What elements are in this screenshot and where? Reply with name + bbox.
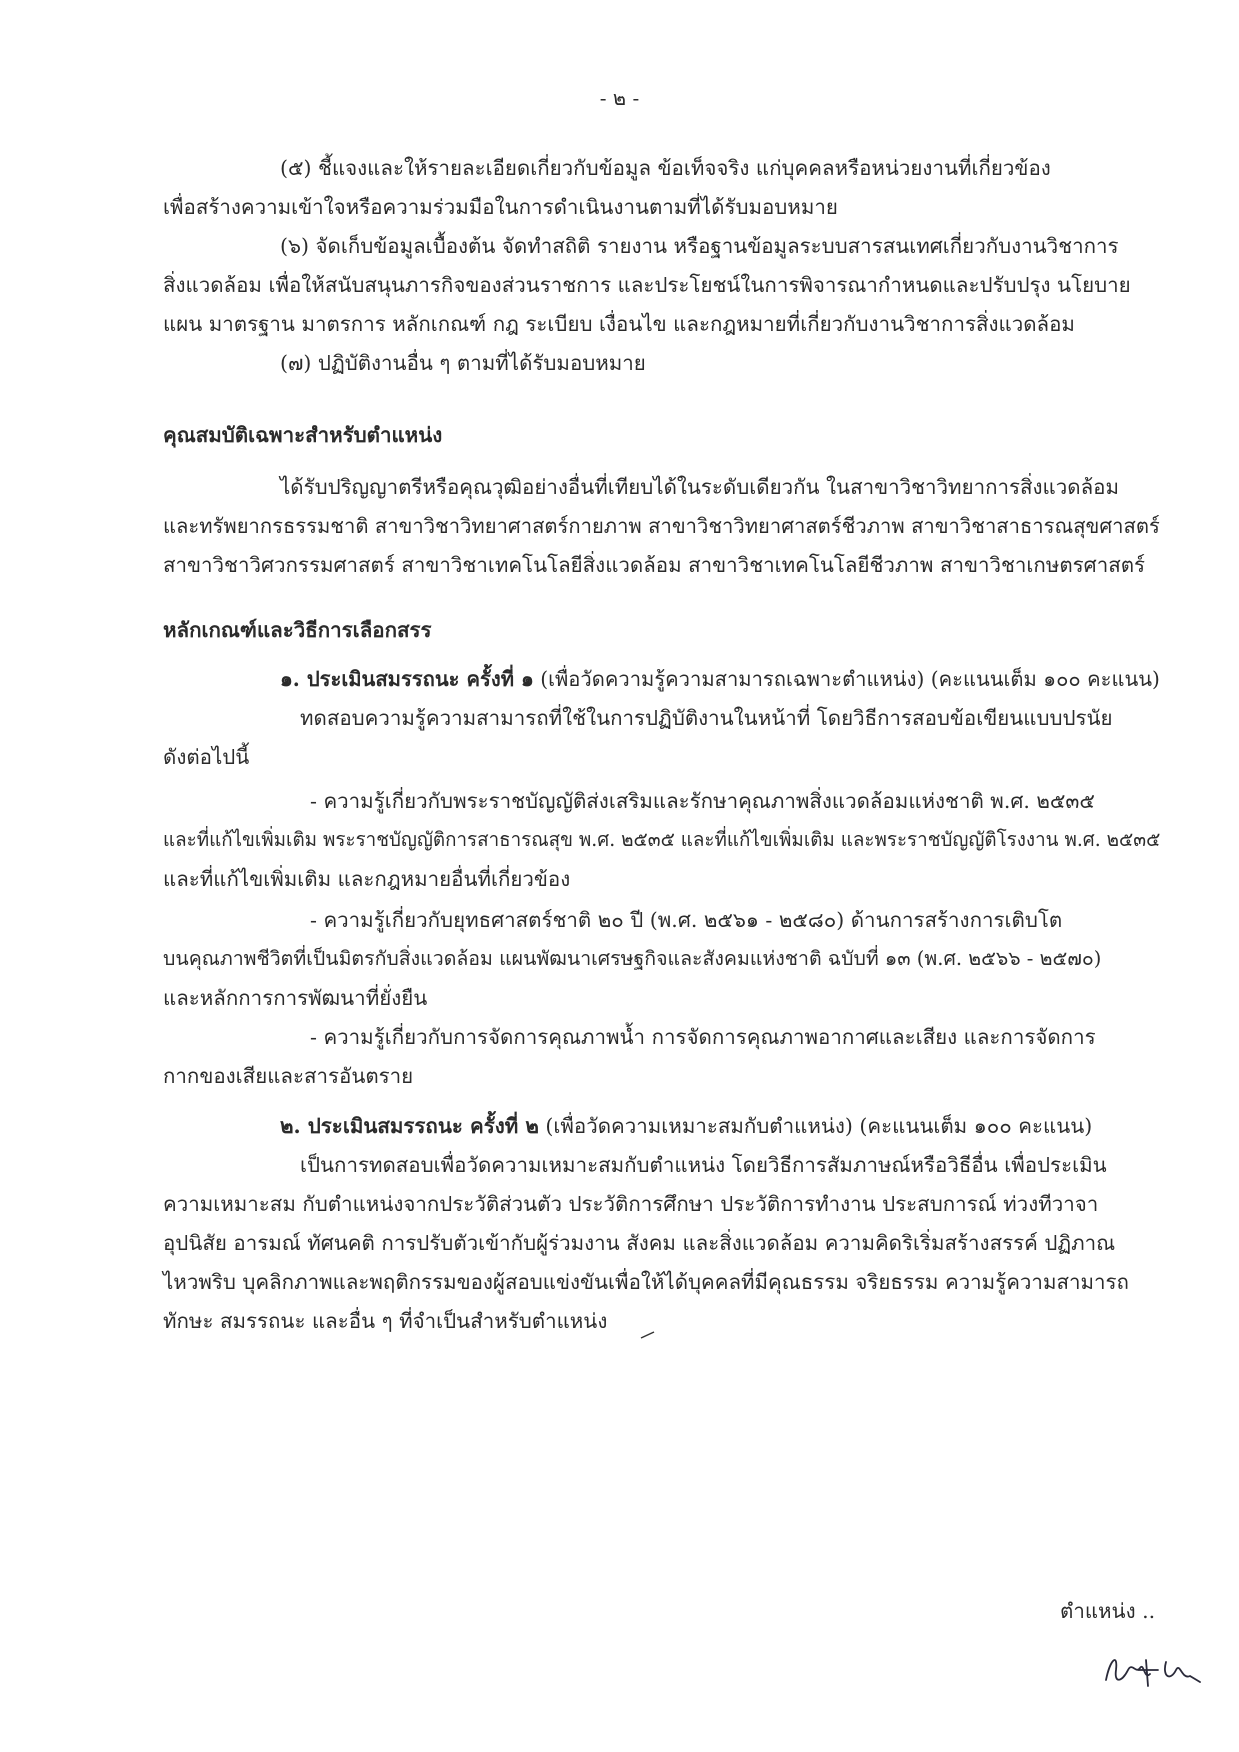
duty-5-line-1: (๕) ชี้แจงและให้รายละเอียดเกี่ยวกับข้อมูล ข้อเท็จจริง แก่บุคคลหรือหน่วยงานที่เกี่ยวข้อง: [280, 156, 1051, 180]
round-1-intro-line-1: ทดสอบความรู้ความสามารถที่ใช้ในการปฏิบัติงานในหน้าที่ โดยวิธีการสอบข้อเขียนแบบปรนัย: [300, 706, 1113, 730]
round-2-line-3: อุปนิสัย อารมณ์ ทัศนคติ การปรับตัวเข้ากับผู้ร่วมงาน สังคม และสิ่งแวดล้อม ความคิดริเริ่มสร้างสรรค์ ปฏิภาณ: [163, 1231, 1116, 1255]
qualifications-line-3: สาขาวิชาวิศวกรรมศาสตร์ สาขาวิชาเทคโนโลยีสิ่งแวดล้อม สาขาวิชาเทคโนโลยีชีวภาพ สาขาวิชาเกษตรศาสตร์: [163, 553, 1146, 577]
duty-5-line-2: เพื่อสร้างความเข้าใจหรือความร่วมมือในการดำเนินงานตามที่ได้รับมอบหมาย: [163, 195, 838, 219]
round-1-intro-line-2: ดังต่อไปนี้: [163, 745, 250, 769]
selection-heading: หลักเกณฑ์และวิธีการเลือกสรร: [163, 618, 432, 642]
qualifications-line-1: ได้รับปริญญาตรีหรือคุณวุฒิอย่างอื่นที่เทียบได้ในระดับเดียวกัน ในสาขาวิชาวิทยาการสิ่งแวดล้อม: [280, 475, 1119, 499]
round-1-item-2-line-1: - ความรู้เกี่ยวกับยุทธศาสตร์ชาติ ๒๐ ปี (พ.ศ. ๒๕๖๑ - ๒๕๘๐) ด้านการสร้างการเติบโต: [310, 908, 1063, 932]
round-2-title-bold: ๒. ประเมินสมรรถนะ ครั้งที่ ๒: [280, 1114, 539, 1138]
round-2-line-4: ไหวพริบ บุคลิกภาพและพฤติกรรมของผู้สอบแข่งขันเพื่อให้ได้บุคคลที่มีคุณธรรม จริยธรรม ความรู้ความสามารถ: [163, 1270, 1129, 1294]
duty-6-line-2: สิ่งแวดล้อม เพื่อให้สนับสนุนภารกิจของส่วนราชการ และประโยชน์ในการพิจารณากำหนดและปรับปรุง นโยบาย: [163, 273, 1131, 297]
round-2-line-5: ทักษะ สมรรถนะ และอื่น ๆ ที่จำเป็นสำหรับตำแหน่ง: [163, 1309, 608, 1333]
page-number: - ๒ -: [599, 86, 640, 110]
round-1-item-2-line-3: และหลักการการพัฒนาที่ยั่งยืน: [163, 986, 428, 1010]
round-1-title: [280, 664, 1160, 694]
signature-initials: [1100, 1640, 1210, 1700]
round-2-line-1: เป็นการทดสอบเพื่อวัดความเหมาะสมกับตำแหน่ง โดยวิธีการสัมภาษณ์หรือวิธีอื่น เพื่อประเมิน: [300, 1153, 1107, 1177]
round-1-item-3-line-1: - ความรู้เกี่ยวกับการจัดการคุณภาพน้ำ การจัดการคุณภาพอากาศและเสียง และการจัดการ: [310, 1025, 1096, 1049]
duty-6-line-3: แผน มาตรฐาน มาตรการ หลักเกณฑ์ กฎ ระเบียบ เงื่อนไข และกฎหมายที่เกี่ยวกับงานวิชาการสิ่งแวดล้อม: [163, 312, 1075, 336]
round-1-item-3-line-2: กากของเสียและสารอันตราย: [163, 1064, 414, 1088]
qualifications-line-2: และทรัพยากรธรรมชาติ สาขาวิชาวิทยาศาสตร์กายภาพ สาขาวิชาวิทยาศาสตร์ชีวภาพ สาขาวิชาสาธารณสุขศาสตร์: [163, 514, 1160, 538]
round-2-line-2: ความเหมาะสม กับตำแหน่งจากประวัติส่วนตัว ประวัติการศึกษา ประวัติการทำงาน ประสบการณ์ ท่วงทีวาจา: [163, 1192, 1099, 1216]
pen-mark: [640, 1330, 656, 1340]
duty-7-line-1: (๗) ปฏิบัติงานอื่น ๆ ตามที่ได้รับมอบหมาย: [280, 351, 646, 375]
round-1-title-rest: (เพื่อวัดความรู้ความสามารถเฉพาะตำแหน่ง) (คะแนนเต็ม ๑๐๐ คะแนน): [533, 667, 1160, 691]
round-2-title-rest: (เพื่อวัดความเหมาะสมกับตำแหน่ง) (คะแนนเต็ม ๑๐๐ คะแนน): [538, 1114, 1093, 1138]
round-1-item-1-line-2: และที่แก้ไขเพิ่มเติม พระราชบัญญัติการสาธารณสุข พ.ศ. ๒๕๓๕ และที่แก้ไขเพิ่มเติม และพระราชบัญญัติโรงงาน พ.ศ. ๒๕๓๕: [163, 828, 1161, 851]
duty-6-line-1: (๖) จัดเก็บข้อมูลเบื้องต้น จัดทำสถิติ รายงาน หรือฐานข้อมูลระบบสารสนเทศเกี่ยวกับงานวิชาการ: [280, 234, 1119, 258]
round-1-item-2-line-2: บนคุณภาพชีวิตที่เป็นมิตรกับสิ่งแวดล้อม แผนพัฒนาเศรษฐกิจและสังคมแห่งชาติ ฉบับที่ ๑๓ (พ.ศ. ๒๕๖๖ - ๒๕๗๐): [163, 947, 1102, 970]
round-1-item-1-line-3: และที่แก้ไขเพิ่มเติม และกฎหมายอื่นที่เกี่ยวข้อง: [163, 867, 571, 891]
qualifications-heading: คุณสมบัติเฉพาะสำหรับตำแหน่ง: [163, 423, 443, 447]
round-1-item-1-line-1: - ความรู้เกี่ยวกับพระราชบัญญัติส่งเสริมและรักษาคุณภาพสิ่งแวดล้อมแห่งชาติ พ.ศ. ๒๕๓๕: [310, 789, 1095, 813]
round-2-title: [280, 1111, 1092, 1141]
round-1-title-bold: ๑. ประเมินสมรรถนะ ครั้งที่ ๑: [280, 667, 534, 691]
continuation-note: ตำแหน่ง ..: [1060, 1599, 1156, 1623]
